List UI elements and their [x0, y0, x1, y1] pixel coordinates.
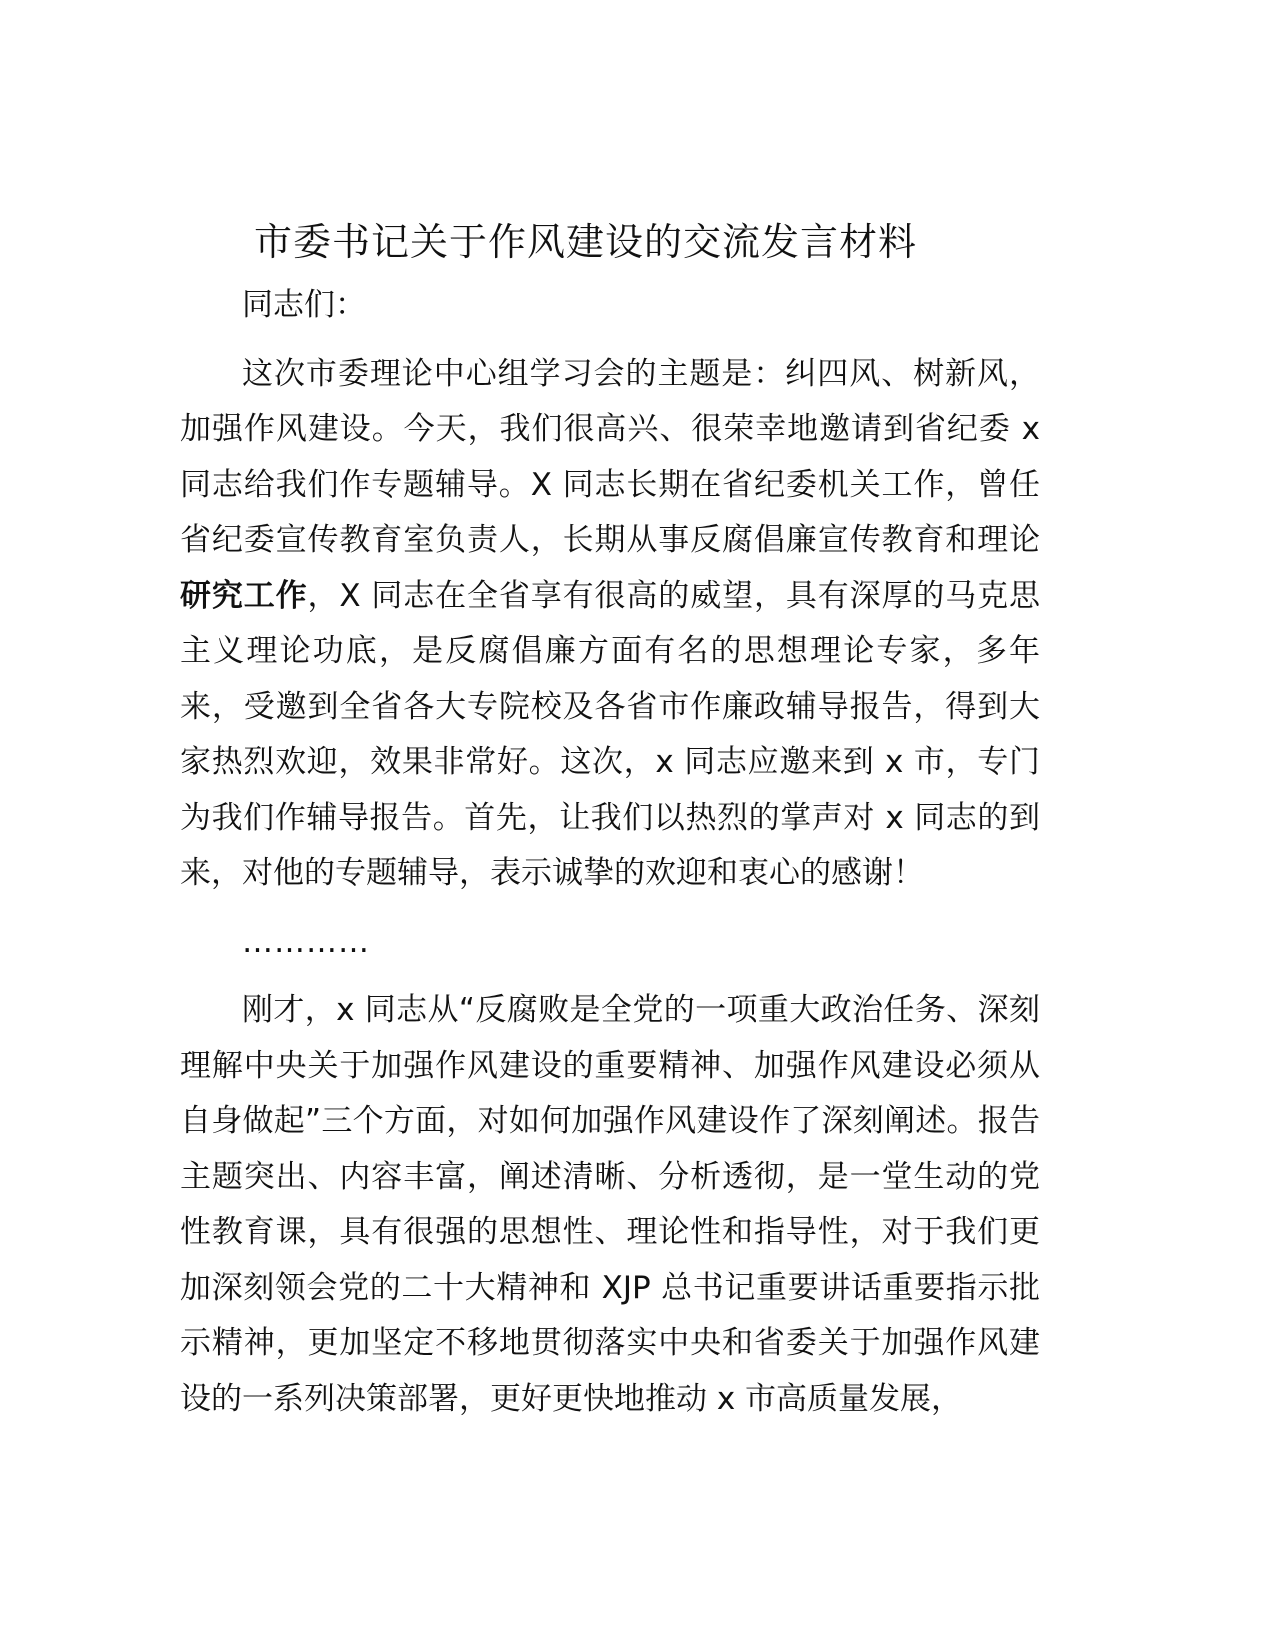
paragraph-intro-part-1: 这次市委理论中心组学习会的主题是：纠四风、树新风，加强作风建设。今天，我们很高兴、很荣幸地邀请到省纪委 x 同志给我们作专题辅导。X 同志长期在省纪委机关工作，曾任省纪委宣传教育室负责人，长期从事反腐倡廉宣传教育和理论 — [180, 355, 1040, 558]
paragraph-intro — [180, 347, 1040, 902]
greeting: 同志们： — [242, 287, 366, 323]
document-title: 市委书记关于作风建设的交流发言材料 — [254, 220, 918, 264]
paragraph-intro-part-2: ，X 同志在全省享有很高的威望，具有深厚的马克思主义理论功底，是反腐倡廉方面有名的思想理论专家，多年来，受邀到全省各大专院校及各省市作廉政辅导报告，得到大家热烈欢迎，效果非常好。这次，x 同志应邀来到 x 市，专门为我们作辅导报告。首先，让我们以热烈的掌声对 x 同志的到来，对他的专题辅导，表示诚挚的欢迎和衷心的感谢！ — [180, 577, 1041, 891]
document-page — [180, 212, 1040, 1427]
bold-phrase: 研究工作 — [180, 577, 308, 614]
ellipsis-separator: ………… — [242, 923, 370, 960]
paragraph-comment: 刚才，x 同志从“反腐败是全党的一项重大政治任务、深刻理解中央关于加强作风建设的重要精神、加强作风建设必须从自身做起”三个方面，对如何加强作风建设作了深刻阐述。报告主题突出、内容丰富，阐述清晰、分析透彻，是一堂生动的党性教育课，具有很强的思想性、理论性和指导性，对于我们更加深刻领会党的二十大精神和 XJP 总书记重要讲话重要指示批示精神，更加坚定不移地贯彻落实中央和省委关于加强作风建设的一系列决策部署，更好更快地推动 x 市高质量发展， — [180, 992, 1040, 1417]
